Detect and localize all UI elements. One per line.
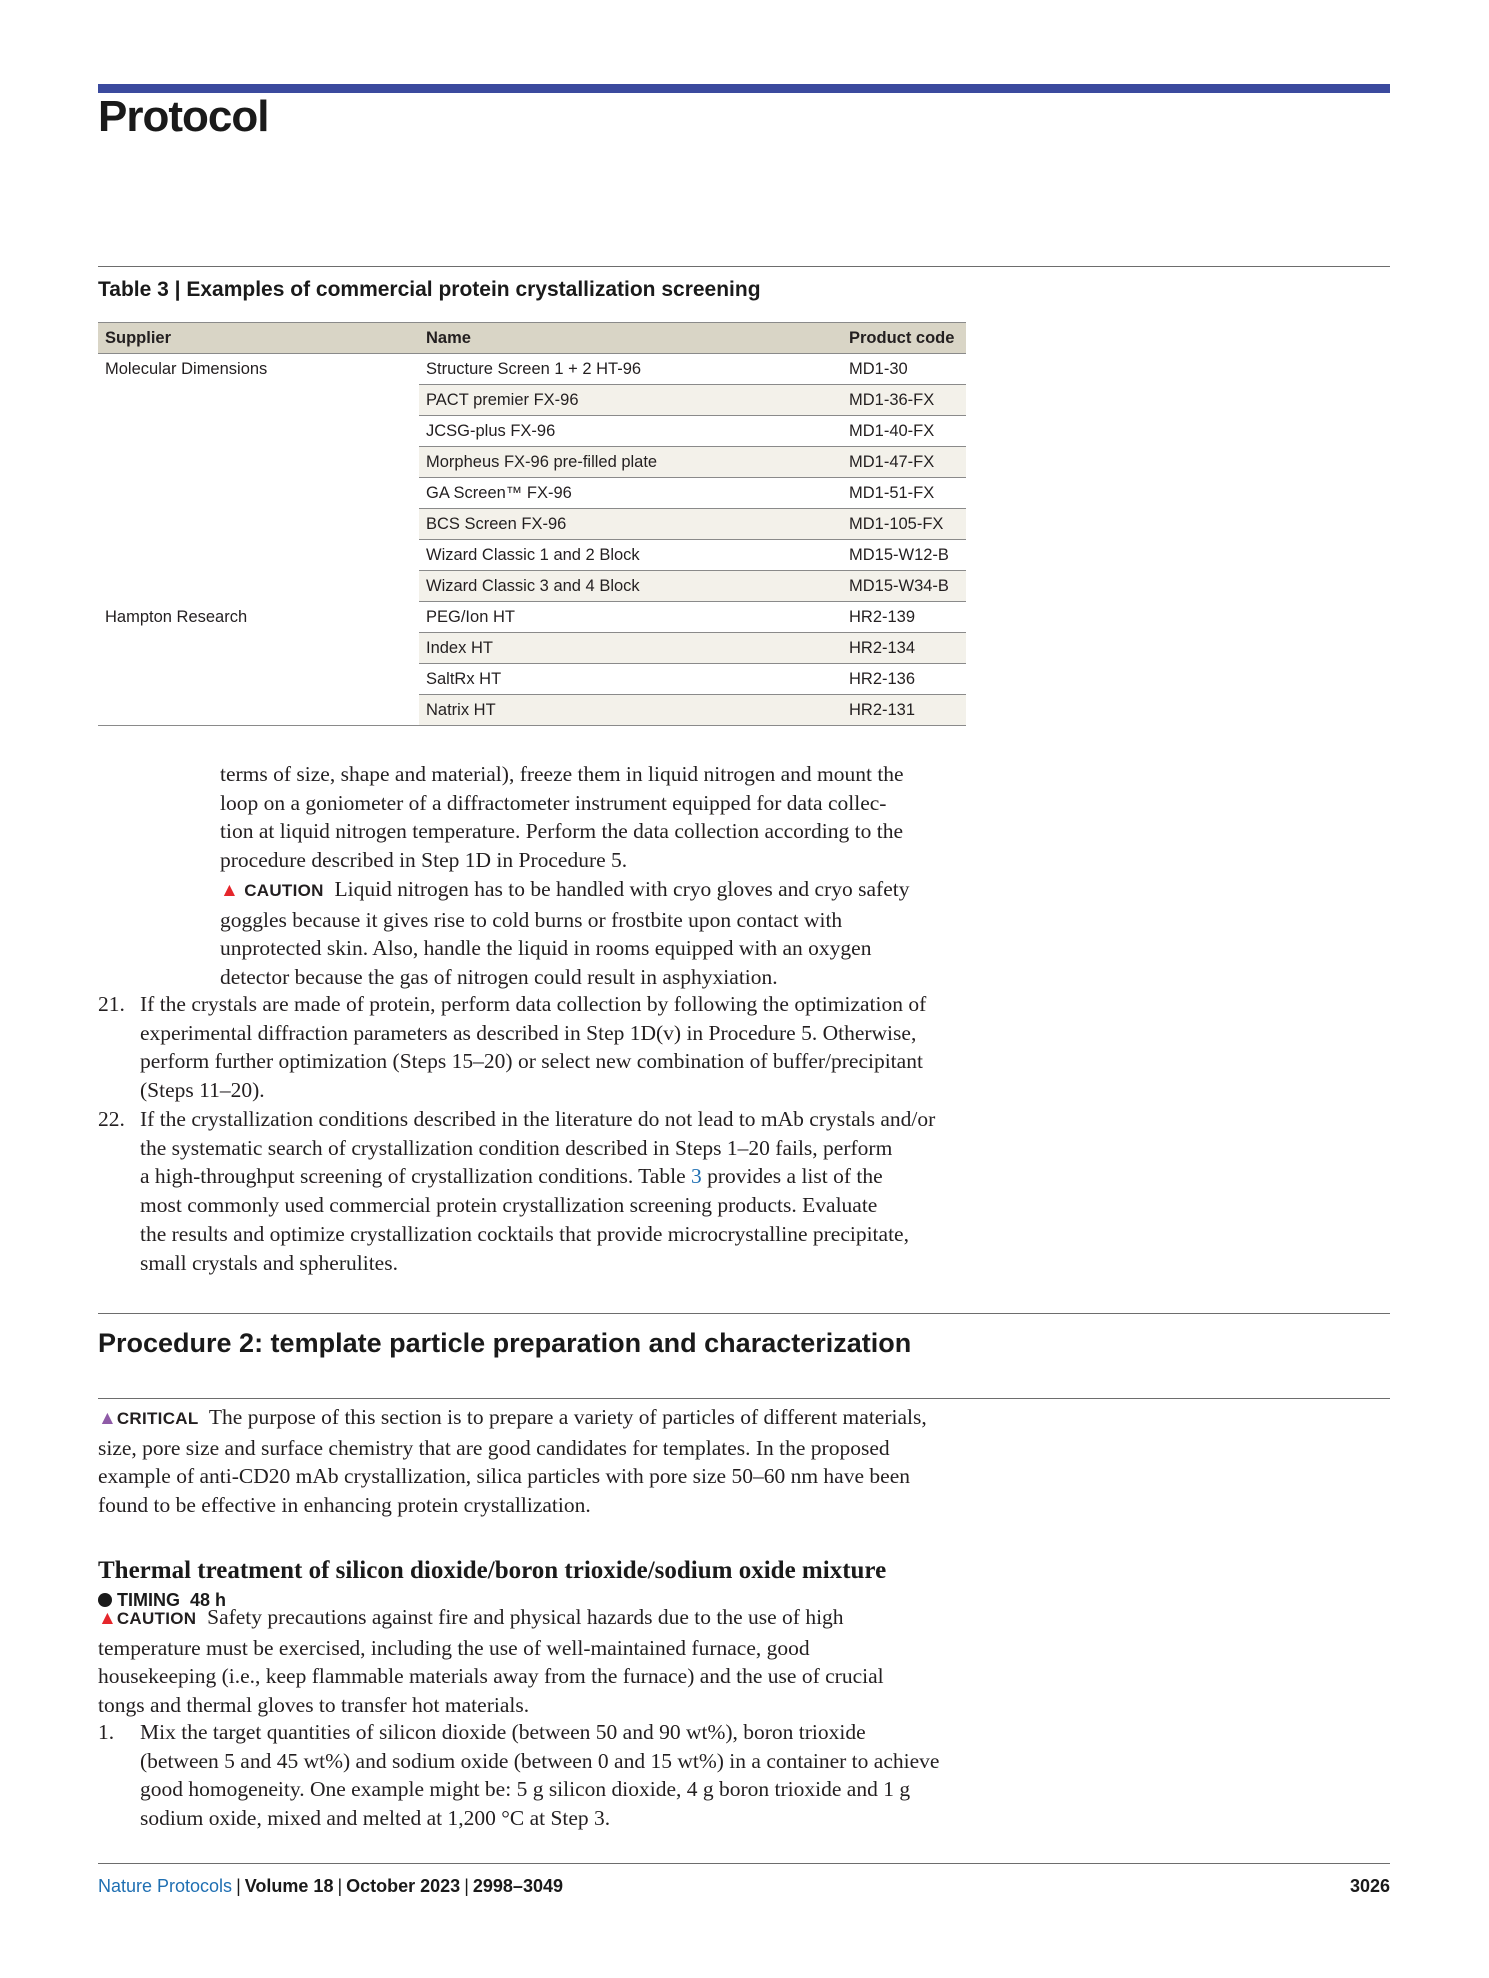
text-line: the systematic search of crystallization condition described in Steps 1–20 fails, perform [140, 1135, 893, 1160]
table-top-rule [98, 266, 1390, 267]
text-line: terms of size, shape and material), freeze them in liquid nitrogen and mount the [220, 762, 904, 786]
text-line: example of anti-CD20 mAb crystallization, silica particles with pore size 50–60 nm have been [98, 1464, 910, 1489]
text-line: Safety precautions against fire and physical hazards due to the use of high [207, 1605, 844, 1629]
critical-triangle-icon: ▲ [98, 1408, 117, 1429]
journal-pages: 2998–3049 [472, 1876, 563, 1896]
product-code: MD1-30 [842, 354, 966, 385]
warning-triangle-icon: ▲ [98, 1608, 117, 1629]
text-line: detector because the gas of nitrogen could result in asphyxiation. [220, 964, 778, 989]
journal-date: October 2023 [346, 1876, 461, 1896]
timing-value: 48 h [190, 1590, 227, 1610]
text-line: tion at liquid nitrogen temperature. Perform the data collection according to the [220, 819, 903, 844]
procedure-title: Procedure 2: template particle preparation and characterization [98, 1328, 912, 1358]
step-number: 1. [98, 1720, 115, 1744]
warning-triangle-icon: ▲ [220, 879, 239, 901]
journal-name[interactable]: Nature Protocols [98, 1876, 233, 1896]
text-line: housekeeping (i.e., keep flammable materials away from the furnace) and the use of crucial [98, 1664, 884, 1689]
text-line: If the crystallization conditions described in the literature do not lead to mAb crystals and/or [140, 1107, 936, 1131]
product-code: HR2-134 [842, 633, 966, 664]
timing-label: TIMING [117, 1590, 180, 1610]
text-line: temperature must be exercised, including the use of well-maintained furnace, good [98, 1635, 810, 1660]
text-line: tongs and thermal gloves to transfer hot materials. [98, 1693, 530, 1718]
text-line: sodium oxide, mixed and melted at 1,200 °C at Step 3. [140, 1806, 611, 1831]
footer-rule [98, 1863, 1390, 1864]
text-line: unprotected skin. Also, handle the liquid in rooms equipped with an oxygen [220, 936, 872, 961]
text-line: goggles because it gives rise to cold burns or frostbite upon contact with [220, 907, 843, 932]
subsection-title: Thermal treatment of silicon dioxide/boron trioxide/sodium oxide mixture [98, 1557, 887, 1584]
caution-note [220, 875, 1080, 906]
product-name: Wizard Classic 3 and 4 Block [419, 571, 842, 602]
product-name: SaltRx HT [419, 664, 842, 695]
product-code: HR2-136 [842, 664, 966, 695]
text-line: the results and optimize crystallization cocktails that provide microcrystalline precipitate, [140, 1221, 909, 1246]
text-span: a high-throughput screening of crystallization conditions. Table [140, 1164, 691, 1189]
page-number: 3026 [1349, 1876, 1390, 1896]
step-number: 21. [98, 992, 125, 1016]
product-code: HR2-131 [842, 695, 966, 726]
supplier-cell: Molecular Dimensions [98, 354, 419, 602]
text-line: experimental diffraction parameters as described in Step 1D(v) in Procedure 5. Otherwise, [140, 1020, 917, 1045]
product-code: MD1-36-FX [842, 385, 966, 416]
header-accent-bar [98, 84, 1390, 93]
column-header-name: Name [419, 323, 842, 354]
text-line: most commonly used commercial protein crystallization screening products. Evaluate [140, 1193, 878, 1218]
step22-text [140, 1105, 1100, 1277]
column-header-product-code: Product code [842, 323, 966, 354]
product-code: MD15-W34-B [842, 571, 966, 602]
critical-first-line [98, 1403, 1148, 1434]
product-name: Natrix HT [419, 695, 842, 726]
text-line: found to be effective in enhancing protein crystallization. [98, 1493, 591, 1518]
text-line: size, pore size and surface chemistry that are good candidates for templates. In the proposed [98, 1435, 890, 1460]
product-name: PEG/Ion HT [419, 602, 842, 633]
text-line-with-link [140, 1162, 1100, 1191]
text-line: If the crystals are made of protein, perform data collection by following the optimization of [140, 992, 927, 1016]
text-line: (Steps 11–20). [140, 1078, 265, 1103]
product-code: HR2-139 [842, 602, 966, 633]
column-header-supplier: Supplier [98, 323, 419, 354]
step-number: 22. [98, 1107, 125, 1131]
product-name: Morpheus FX-96 pre-filled plate [419, 447, 842, 478]
procedure2-caution [98, 1603, 1148, 1720]
product-name: BCS Screen FX-96 [419, 509, 842, 540]
product-name: GA Screen™ FX-96 [419, 478, 842, 509]
step20-continued [220, 760, 1080, 992]
product-name: JCSG-plus FX-96 [419, 416, 842, 447]
critical-note [98, 1403, 1148, 1520]
text-line: The purpose of this section is to prepare a variety of particles of different materials, [208, 1405, 927, 1429]
screening-table [98, 322, 966, 726]
text-line: (between 5 and 45 wt%) and sodium oxide (between 0 and 15 wt%) in a container to achieve [140, 1748, 940, 1773]
critical-tag: CRITICAL [116, 1409, 199, 1428]
text-line: perform further optimization (Steps 15–20) or select new combination of buffer/precipitant [140, 1049, 923, 1074]
journal-volume: Volume 18 [244, 1876, 334, 1896]
supplier-cell: Hampton Research [98, 602, 419, 726]
table-3-link[interactable]: 3 [691, 1164, 702, 1189]
product-code: MD15-W12-B [842, 540, 966, 571]
product-name: Wizard Classic 1 and 2 Block [419, 540, 842, 571]
table-header-row [98, 323, 966, 354]
product-name: Structure Screen 1 + 2 HT-96 [419, 354, 842, 385]
caution-tag: CAUTION [244, 880, 324, 900]
text-line: procedure described in Step 1D in Procedure 5. [220, 848, 628, 873]
product-code: MD1-51-FX [842, 478, 966, 509]
table-row [98, 354, 966, 385]
product-name: PACT premier FX-96 [419, 385, 842, 416]
text-line: small crystals and spherulites. [140, 1250, 398, 1275]
caution-first-line [98, 1603, 1148, 1634]
product-code: MD1-47-FX [842, 447, 966, 478]
procedure-bottom-rule [98, 1398, 1390, 1399]
text-line: good homogeneity. One example might be: 5 g silicon dioxide, 4 g boron trioxide and 1 g [140, 1777, 911, 1802]
product-code: MD1-40-FX [842, 416, 966, 447]
footer-citation: Nature Protocols | Volume 18 | October 2023 | 2998–3049 [98, 1876, 563, 1896]
text-line: Mix the target quantities of silicon dioxide (between 50 and 90 wt%), boron trioxide [140, 1720, 866, 1744]
section-label: Protocol [98, 92, 269, 141]
table-caption: Table 3 | Examples of commercial protein crystallization screening [98, 278, 761, 301]
procedure2-step1-text [140, 1718, 1120, 1833]
text-span: provides a list of the [701, 1164, 883, 1189]
procedure-top-rule [98, 1313, 1390, 1314]
caution-tag: CAUTION [116, 1609, 197, 1628]
text-line: Liquid nitrogen has to be handled with cryo gloves and cryo safety [334, 876, 910, 901]
product-code: MD1-105-FX [842, 509, 966, 540]
product-name: Index HT [419, 633, 842, 664]
text-line: loop on a goniometer of a diffractometer instrument equipped for data collec- [220, 790, 887, 815]
step21-text [140, 990, 1100, 1105]
table-row [98, 602, 966, 633]
